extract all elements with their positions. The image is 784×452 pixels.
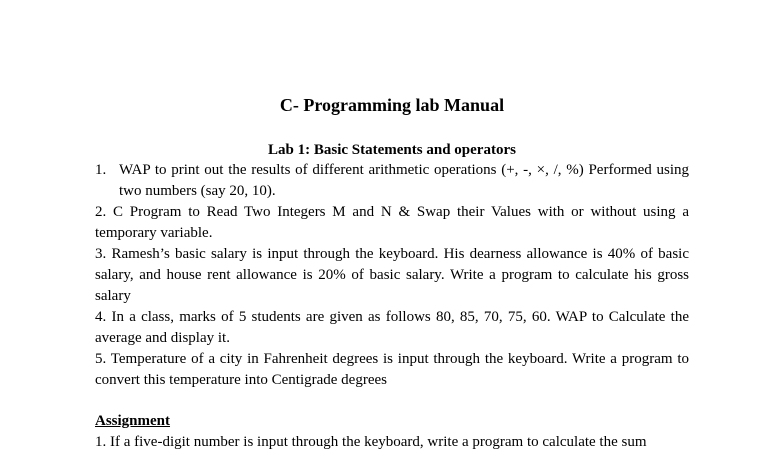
list-item: 3. Ramesh’s basic salary is input through the keyboard. His dearness allowance is 40% of basic salary, and house rent allowance is 20% of basic salary. Write a program to calculate his gross salary [95,246,689,304]
list-item: 2. C Program to Read Two Integers M and N & Swap their Values with or without using a temporary variable. [95,204,689,241]
list-item: 5. Temperature of a city in Fahrenheit degrees is input through the keyboard. Write a program to convert this temperature into Centigrade degrees [95,351,689,388]
list-item: 4. In a class, marks of 5 students are given as follows 80, 85, 70, 75, 60. WAP to Calculate the average and display it. [95,309,689,346]
list-item [95,160,689,202]
assignment-item-partial: 1. If a five-digit number is input through the keyboard, write a program to calculate the sum [95,434,647,450]
list-item-number: 1. [95,162,107,178]
assignment-heading: Assignment [95,413,171,429]
lab-exercise-list [95,160,689,391]
lab-heading: Lab 1: Basic Statements and operators [268,142,516,158]
list-item-text: WAP to print out the results of different arithmetic operations (+, -, ×, /, %) Performed using two numbers (say 20, 10). [119,162,689,199]
page-title: C- Programming lab Manual [279,95,505,115]
